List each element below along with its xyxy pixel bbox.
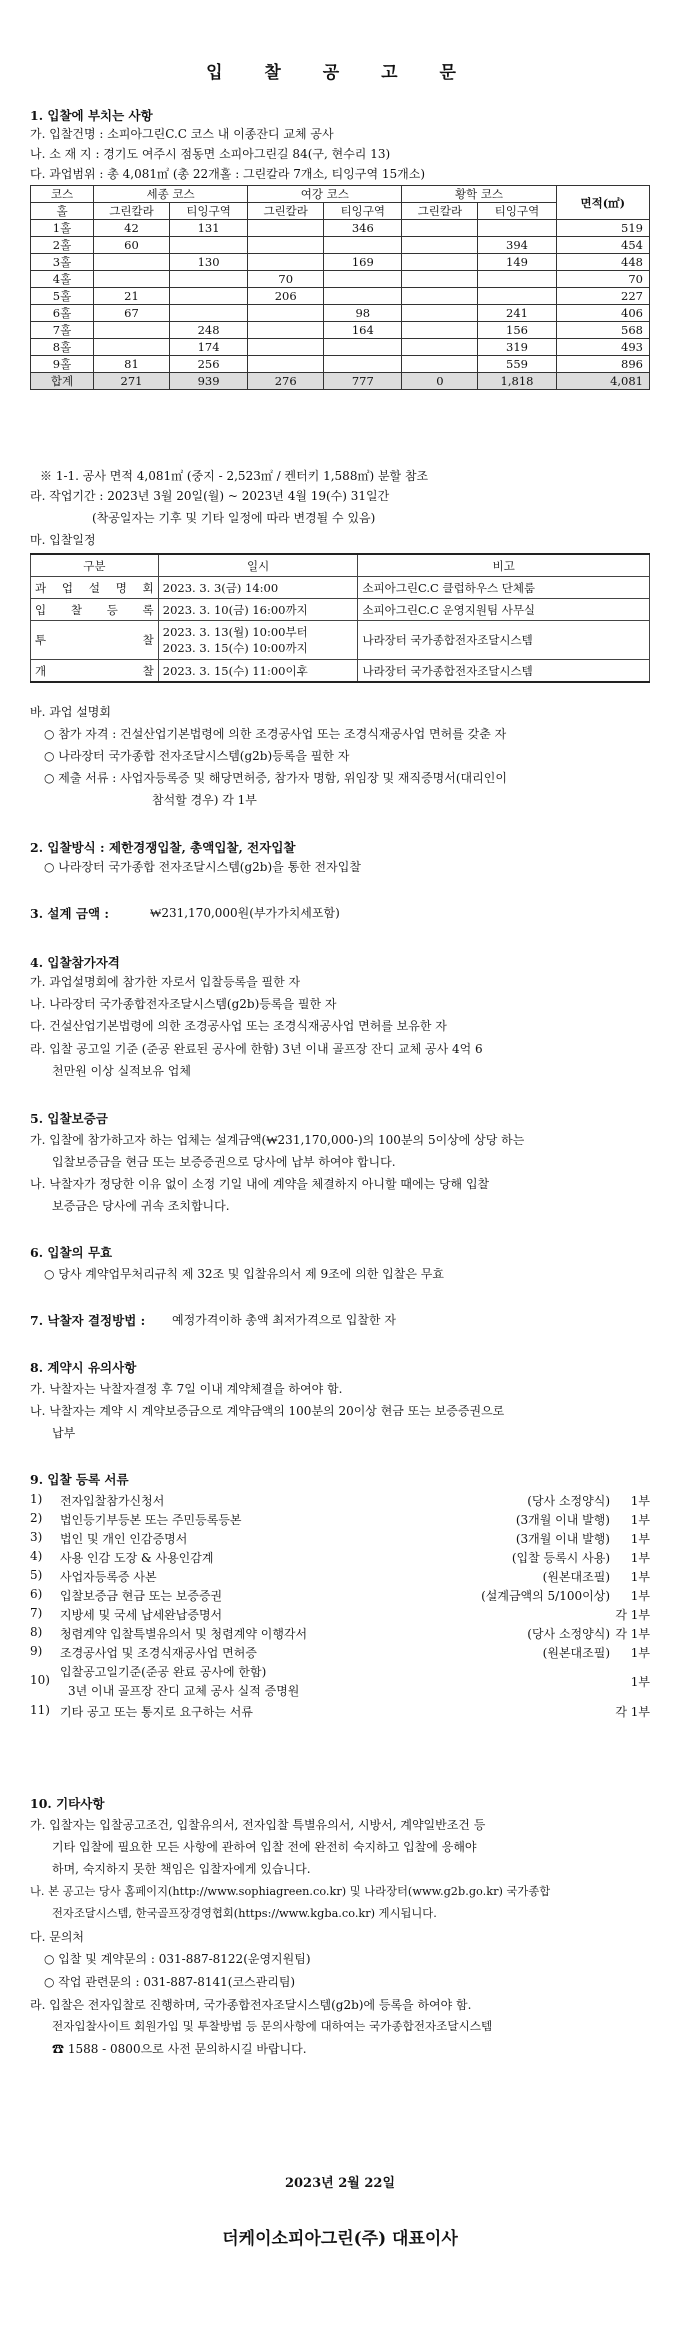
area-cell bbox=[170, 305, 248, 322]
area-cell: 559 bbox=[478, 356, 556, 373]
document-item bbox=[30, 1549, 650, 1565]
schedule-row bbox=[31, 599, 650, 621]
area-cell bbox=[248, 339, 324, 356]
table-row bbox=[31, 220, 650, 237]
project-name: 가. 입찰건명 : 소피아그린C.C 코스 내 이종잔디 교체 공사 bbox=[30, 127, 334, 141]
schedule-date-end: 2023. 3. 15(수) 10:00까지 bbox=[162, 641, 308, 655]
document-item bbox=[30, 1511, 650, 1527]
bid-bond: 나. 낙찰자가 정당한 이유 없이 소정 기일 내에 계약을 체결하지 아니할 때에는 당해 입찰 bbox=[30, 1177, 490, 1191]
document-item bbox=[30, 1530, 650, 1546]
schedule-note: 나라장터 국가종합전자조달시스템 bbox=[358, 621, 650, 660]
schedule-date bbox=[158, 621, 358, 660]
document-title: 전자입찰참가신청서 bbox=[60, 1494, 165, 1508]
document-number: 11) bbox=[30, 1703, 50, 1717]
area-cell: 519 bbox=[556, 220, 649, 237]
total-cell: 276 bbox=[248, 373, 324, 390]
hole-label: 5홀 bbox=[31, 288, 94, 305]
header-hole: 홀 bbox=[31, 203, 94, 220]
area-cell bbox=[402, 220, 478, 237]
area-cell: 174 bbox=[170, 339, 248, 356]
section-9-heading: 9. 입찰 등록 서류 bbox=[30, 1472, 129, 1487]
area-cell: 406 bbox=[556, 305, 649, 322]
project-scope: 다. 과업범위 : 총 4,081㎡ (총 22개홀 : 그린칼라 7개소, 티잉구역 15개소) bbox=[30, 167, 425, 181]
contact-heading: 다. 문의처 bbox=[30, 1930, 84, 1944]
header-tee: 티잉구역 bbox=[324, 203, 402, 220]
document-quantity: 1부 bbox=[630, 1570, 650, 1584]
section-7-heading: 7. 낙찰자 결정방법 : bbox=[30, 1313, 146, 1328]
header-green: 그린칼라 bbox=[93, 203, 169, 220]
document-number: 7) bbox=[30, 1606, 43, 1620]
table-row bbox=[31, 237, 650, 254]
schedule-note: 소피아그린C.C 운영지원팀 사무실 bbox=[358, 599, 650, 621]
schedule-date: 2023. 3. 3(금) 14:00 bbox=[158, 577, 358, 599]
area-cell bbox=[248, 220, 324, 237]
contact-item: ○ 입찰 및 계약문의 : 031-887-8122(운영지원팀) bbox=[44, 1952, 311, 1966]
project-location: 나. 소 재 지 : 경기도 여주시 점동면 소피아그린길 84(구, 현수리 13) bbox=[30, 147, 391, 161]
contract-note-cont: 납부 bbox=[52, 1426, 76, 1440]
document-title: 입찰공고일기준(준공 완료 공사에 한함) bbox=[60, 1665, 267, 1679]
hole-label: 4홀 bbox=[31, 271, 94, 288]
area-cell bbox=[402, 339, 478, 356]
area-note: ※ 1-1. 공사 면적 4,081㎡ (중지 - 2,523㎡ / 켄터키 1,588㎡) 분할 참조 bbox=[40, 469, 429, 483]
area-cell bbox=[402, 288, 478, 305]
area-cell: 454 bbox=[556, 237, 649, 254]
award-method: 예정가격이하 총액 최저가격으로 입찰한 자 bbox=[172, 1313, 396, 1327]
schedule-header-type: 구분 bbox=[31, 554, 159, 577]
area-cell: 256 bbox=[170, 356, 248, 373]
document-title: 기타 공고 또는 통지로 요구하는 서류 bbox=[60, 1705, 253, 1719]
document-title: 사업자등록증 사본 bbox=[60, 1570, 157, 1584]
bid-bond-cont: 보증금은 당사에 귀속 조치합니다. bbox=[52, 1199, 230, 1213]
document-number: 4) bbox=[30, 1549, 43, 1563]
misc-note-cont: 전자조달시스템, 한국골프장경영협회(https://www.kgba.co.kr) 게시됩니다. bbox=[52, 1907, 437, 1920]
section-2-item: ○ 나라장터 국가종합 전자조달시스템(g2b)을 통한 전자입찰 bbox=[44, 860, 361, 874]
hole-label: 2홀 bbox=[31, 237, 94, 254]
area-cell: 60 bbox=[93, 237, 169, 254]
hole-label: 8홀 bbox=[31, 339, 94, 356]
area-cell: 241 bbox=[478, 305, 556, 322]
hole-label: 9홀 bbox=[31, 356, 94, 373]
area-cell bbox=[93, 339, 169, 356]
area-cell bbox=[170, 288, 248, 305]
area-cell: 149 bbox=[478, 254, 556, 271]
hole-label: 6홀 bbox=[31, 305, 94, 322]
area-cell: 227 bbox=[556, 288, 649, 305]
misc-note-cont: 전자입찰사이트 회원가입 및 투찰방법 등 문의사항에 대하여는 국가종합전자조달시스템 bbox=[52, 2019, 493, 2033]
area-cell: 319 bbox=[478, 339, 556, 356]
document-title: 청렴계약 입찰특별유의서 및 청렴계약 이행각서 bbox=[60, 1627, 308, 1641]
table-total-row bbox=[31, 373, 650, 390]
section-10-heading: 10. 기타사항 bbox=[30, 1796, 105, 1811]
briefing-item: ○ 참가 자격 : 건설산업기본법령에 의한 조경공사업 또는 조경식재공사업 면허를 갖춘 자 bbox=[44, 727, 507, 741]
hole-label: 1홀 bbox=[31, 220, 94, 237]
document-quantity: 1부 bbox=[630, 1532, 650, 1546]
total-cell: 0 bbox=[402, 373, 478, 390]
schedule-type: 과 업 설 명 회 bbox=[31, 577, 159, 599]
table-row bbox=[31, 356, 650, 373]
document-quantity: 각 1부 bbox=[615, 1627, 650, 1641]
work-period-note: (착공일자는 기후 및 기타 일정에 따라 변경될 수 있음) bbox=[92, 511, 376, 525]
work-period: 라. 작업기간 : 2023년 3월 20일(월) ~ 2023년 4월 19(수) 31일간 bbox=[30, 489, 390, 503]
area-cell: 206 bbox=[248, 288, 324, 305]
area-cell bbox=[248, 356, 324, 373]
area-cell bbox=[248, 305, 324, 322]
total-cell: 1,818 bbox=[478, 373, 556, 390]
document-condition: (3개월 이내 발행) bbox=[515, 1532, 610, 1546]
section-6-heading: 6. 입찰의 무효 bbox=[30, 1245, 113, 1260]
table-row bbox=[31, 339, 650, 356]
area-cell: 448 bbox=[556, 254, 649, 271]
area-cell: 568 bbox=[556, 322, 649, 339]
document-item bbox=[30, 1625, 650, 1641]
misc-note: 가. 입찰자는 입찰공고조건, 입찰유의서, 전자입찰 특별유의서, 시방서, 계약일반조건 등 bbox=[30, 1818, 486, 1832]
area-cell bbox=[93, 271, 169, 288]
area-cell bbox=[478, 288, 556, 305]
header-sejong: 세종 코스 bbox=[93, 186, 247, 203]
document-condition: (원본대조필) bbox=[542, 1646, 610, 1660]
area-cell bbox=[402, 305, 478, 322]
qualification: 다. 건설산업기본법령에 의한 조경공사업 또는 조경식재공사업 면허를 보유한 자 bbox=[30, 1019, 447, 1033]
document-quantity: 1부 bbox=[630, 1494, 650, 1508]
total-cell: 777 bbox=[324, 373, 402, 390]
area-cell: 156 bbox=[478, 322, 556, 339]
area-cell: 42 bbox=[93, 220, 169, 237]
area-cell: 394 bbox=[478, 237, 556, 254]
area-cell bbox=[324, 237, 402, 254]
misc-note-cont: 하며, 숙지하지 못한 책임은 입찰자에게 있습니다. bbox=[52, 1862, 311, 1876]
table-row bbox=[31, 288, 650, 305]
area-cell bbox=[478, 271, 556, 288]
area-cell bbox=[324, 288, 402, 305]
area-cell: 169 bbox=[324, 254, 402, 271]
area-cell bbox=[402, 322, 478, 339]
schedule-date: 2023. 3. 10(금) 16:00까지 bbox=[158, 599, 358, 621]
schedule-date-start: 2023. 3. 13(월) 10:00부터 bbox=[162, 625, 308, 639]
area-cell: 346 bbox=[324, 220, 402, 237]
area-cell: 248 bbox=[170, 322, 248, 339]
design-amount: ₩231,170,000원(부가가치세포함) bbox=[150, 906, 340, 920]
header-area: 면적(㎡) bbox=[556, 186, 649, 220]
document-condition: (입찰 등록시 사용) bbox=[511, 1551, 610, 1565]
document-title: 지방세 및 국세 납세완납증명서 bbox=[60, 1608, 223, 1622]
area-cell bbox=[402, 254, 478, 271]
section-6-item: ○ 당사 계약업무처리규칙 제 32조 및 입찰유의서 제 9조에 의한 입찰은 무효 bbox=[44, 1267, 444, 1281]
total-cell: 271 bbox=[93, 373, 169, 390]
document-title: 조경공사업 및 조경식재공사업 면허증 bbox=[60, 1646, 257, 1660]
area-cell: 70 bbox=[556, 271, 649, 288]
notice-date: 2023년 2월 22일 bbox=[284, 2176, 396, 2191]
area-cell: 70 bbox=[248, 271, 324, 288]
schedule-row bbox=[31, 577, 650, 599]
briefing-item-cont: 참석할 경우) 각 1부 bbox=[152, 793, 257, 807]
document-quantity: 1부 bbox=[630, 1513, 650, 1527]
contract-note: 가. 낙찰자는 낙찰자결정 후 7일 이내 계약체결을 하여야 함. bbox=[30, 1382, 343, 1396]
area-cell: 130 bbox=[170, 254, 248, 271]
hole-label: 7홀 bbox=[31, 322, 94, 339]
qualification: 나. 나라장터 국가종합전자조달시스템(g2b)등록을 필한 자 bbox=[30, 997, 337, 1011]
area-cell: 81 bbox=[93, 356, 169, 373]
document-item bbox=[30, 1568, 650, 1584]
section-8-heading: 8. 계약시 유의사항 bbox=[30, 1360, 137, 1375]
document-quantity: 1부 bbox=[630, 1589, 650, 1603]
area-cell bbox=[93, 254, 169, 271]
document-number: 2) bbox=[30, 1511, 43, 1525]
misc-note-cont: 기타 입찰에 필요한 모든 사항에 관하여 입찰 전에 완전히 숙지하고 입찰에 응해야 bbox=[52, 1840, 477, 1854]
bid-schedule-table bbox=[30, 553, 650, 683]
contract-note: 나. 낙찰자는 계약 시 계약보증금으로 계약금액의 100분의 20이상 현금 또는 보증증권으로 bbox=[30, 1404, 505, 1418]
area-cell bbox=[324, 271, 402, 288]
page-title: 입 찰 공 고 문 bbox=[206, 63, 474, 83]
document-title: 사용 인감 도장 & 사용인감계 bbox=[60, 1551, 214, 1565]
table-row bbox=[31, 305, 650, 322]
area-cell bbox=[324, 356, 402, 373]
area-cell bbox=[402, 237, 478, 254]
document-condition: (설계금액의 5/100이상) bbox=[481, 1589, 610, 1603]
area-cell: 67 bbox=[93, 305, 169, 322]
schedule-type: 입 찰 등 록 bbox=[31, 599, 159, 621]
area-cell bbox=[402, 356, 478, 373]
schedule-heading: 마. 입찰일정 bbox=[30, 533, 96, 547]
document-number: 8) bbox=[30, 1625, 43, 1639]
document-quantity: 1부 bbox=[630, 1646, 650, 1660]
area-cell: 493 bbox=[556, 339, 649, 356]
header-tee: 티잉구역 bbox=[478, 203, 556, 220]
header-hwanghak: 황학 코스 bbox=[402, 186, 556, 203]
document-item bbox=[30, 1663, 650, 1699]
hole-label: 3홀 bbox=[31, 254, 94, 271]
document-number: 10) bbox=[30, 1673, 50, 1687]
document-number: 9) bbox=[30, 1644, 43, 1658]
document-condition: (3개월 이내 발행) bbox=[515, 1513, 610, 1527]
area-cell: 131 bbox=[170, 220, 248, 237]
area-cell: 21 bbox=[93, 288, 169, 305]
document-item bbox=[30, 1492, 650, 1508]
briefing-item: ○ 나라장터 국가종합 전자조달시스템(g2b)등록을 필한 자 bbox=[44, 749, 350, 763]
area-cell bbox=[170, 237, 248, 254]
document-title: 입찰보증금 현금 또는 보증증권 bbox=[60, 1589, 223, 1603]
table-row bbox=[31, 271, 650, 288]
area-cell bbox=[402, 271, 478, 288]
section-3-heading: 3. 설계 금액 : bbox=[30, 906, 110, 921]
document-condition: (원본대조필) bbox=[542, 1570, 610, 1584]
document-number: 3) bbox=[30, 1530, 43, 1544]
qualification: 가. 과업설명회에 참가한 자로서 입찰등록을 필한 자 bbox=[30, 975, 301, 989]
total-cell: 939 bbox=[170, 373, 248, 390]
schedule-date: 2023. 3. 15(수) 11:00이후 bbox=[158, 660, 358, 683]
qualification: 라. 입찰 공고일 기준 (준공 완료된 공사에 한함) 3년 이내 골프장 잔디 교체 공사 4억 6 bbox=[30, 1042, 483, 1056]
header-green: 그린칼라 bbox=[248, 203, 324, 220]
document-number: 6) bbox=[30, 1587, 43, 1601]
area-cell bbox=[248, 254, 324, 271]
document-quantity: 1부 bbox=[630, 1551, 650, 1565]
document-item bbox=[30, 1703, 650, 1719]
document-title: 법인 및 개인 인감증명서 bbox=[60, 1532, 188, 1546]
schedule-note: 소피아그린C.C 클럽하우스 단체룸 bbox=[358, 577, 650, 599]
document-item bbox=[30, 1606, 650, 1622]
document-item bbox=[30, 1587, 650, 1603]
schedule-header-date: 일시 bbox=[158, 554, 358, 577]
document-quantity: 각 1부 bbox=[615, 1705, 650, 1719]
bid-bond-cont: 입찰보증금을 현금 또는 보증증권으로 당사에 납부 하여야 합니다. bbox=[52, 1155, 396, 1169]
table-row bbox=[31, 322, 650, 339]
area-cell bbox=[248, 237, 324, 254]
document-quantity: 각 1부 bbox=[615, 1608, 650, 1622]
document-number: 5) bbox=[30, 1568, 43, 1582]
header-green: 그린칼라 bbox=[402, 203, 478, 220]
document-condition: (당사 소정양식) bbox=[527, 1627, 610, 1641]
contact-item: ○ 작업 관련문의 : 031-887-8141(코스관리팀) bbox=[44, 1975, 296, 1989]
area-cell: 896 bbox=[556, 356, 649, 373]
area-cell bbox=[478, 220, 556, 237]
schedule-note: 나라장터 국가종합전자조달시스템 bbox=[358, 660, 650, 683]
area-cell bbox=[170, 271, 248, 288]
document-title: 법인등기부등본 또는 주민등록등본 bbox=[60, 1513, 242, 1527]
area-cell: 98 bbox=[324, 305, 402, 322]
table-row bbox=[31, 254, 650, 271]
document-title-cont: 3년 이내 골프장 잔디 교체 공사 실적 증명원 bbox=[68, 1684, 300, 1698]
area-cell bbox=[324, 339, 402, 356]
document-condition: (당사 소정양식) bbox=[527, 1494, 610, 1508]
schedule-header-note: 비고 bbox=[358, 554, 650, 577]
issuer-name: 더케이소피아그린(주) 대표이사 bbox=[222, 2229, 458, 2249]
total-label: 합계 bbox=[31, 373, 94, 390]
section-5-heading: 5. 입찰보증금 bbox=[30, 1111, 108, 1126]
document-item bbox=[30, 1644, 650, 1660]
header-yeogang: 여강 코스 bbox=[248, 186, 402, 203]
total-cell: 4,081 bbox=[556, 373, 649, 390]
misc-note: 나. 본 공고는 당사 홈페이지(http://www.sophiagreen.co.kr) 및 나라장터(www.g2b.go.kr) 국가종합 bbox=[30, 1885, 551, 1898]
qualification-cont: 천만원 이상 실적보유 업체 bbox=[52, 1064, 191, 1078]
schedule-row bbox=[31, 660, 650, 683]
document-quantity: 1부 bbox=[630, 1675, 650, 1689]
section-1-heading: 1. 입찰에 부치는 사항 bbox=[30, 108, 153, 123]
bid-bond: 가. 입찰에 참가하고자 하는 업체는 설계금액(₩231,170,000-)의 100분의 5이상에 상당 하는 bbox=[30, 1133, 525, 1147]
section-4-heading: 4. 입찰참가자격 bbox=[30, 955, 120, 970]
area-cell bbox=[93, 322, 169, 339]
misc-note: 라. 입찰은 전자입찰로 진행하며, 국가종합전자조달시스템(g2b)에 등록을 하여야 함. bbox=[30, 1998, 472, 2012]
area-cell bbox=[248, 322, 324, 339]
briefing-heading: 바. 과업 설명회 bbox=[30, 705, 111, 719]
misc-note-cont: ☎ 1588 - 0800으로 사전 문의하시길 바랍니다. bbox=[52, 2042, 307, 2056]
header-tee: 티잉구역 bbox=[170, 203, 248, 220]
document-number: 1) bbox=[30, 1492, 43, 1506]
header-course: 코스 bbox=[31, 186, 94, 203]
area-cell: 164 bbox=[324, 322, 402, 339]
course-area-table bbox=[30, 185, 650, 390]
briefing-item: ○ 제출 서류 : 사업자등록증 및 해당면허증, 참가자 명함, 위임장 및 재직증명서(대리인이 bbox=[44, 771, 507, 785]
schedule-type: 개 찰 bbox=[31, 660, 159, 683]
section-2-heading: 2. 입찰방식 : 제한경쟁입찰, 총액입찰, 전자입찰 bbox=[30, 840, 296, 855]
schedule-row bbox=[31, 621, 650, 660]
schedule-type: 투 찰 bbox=[31, 621, 159, 660]
